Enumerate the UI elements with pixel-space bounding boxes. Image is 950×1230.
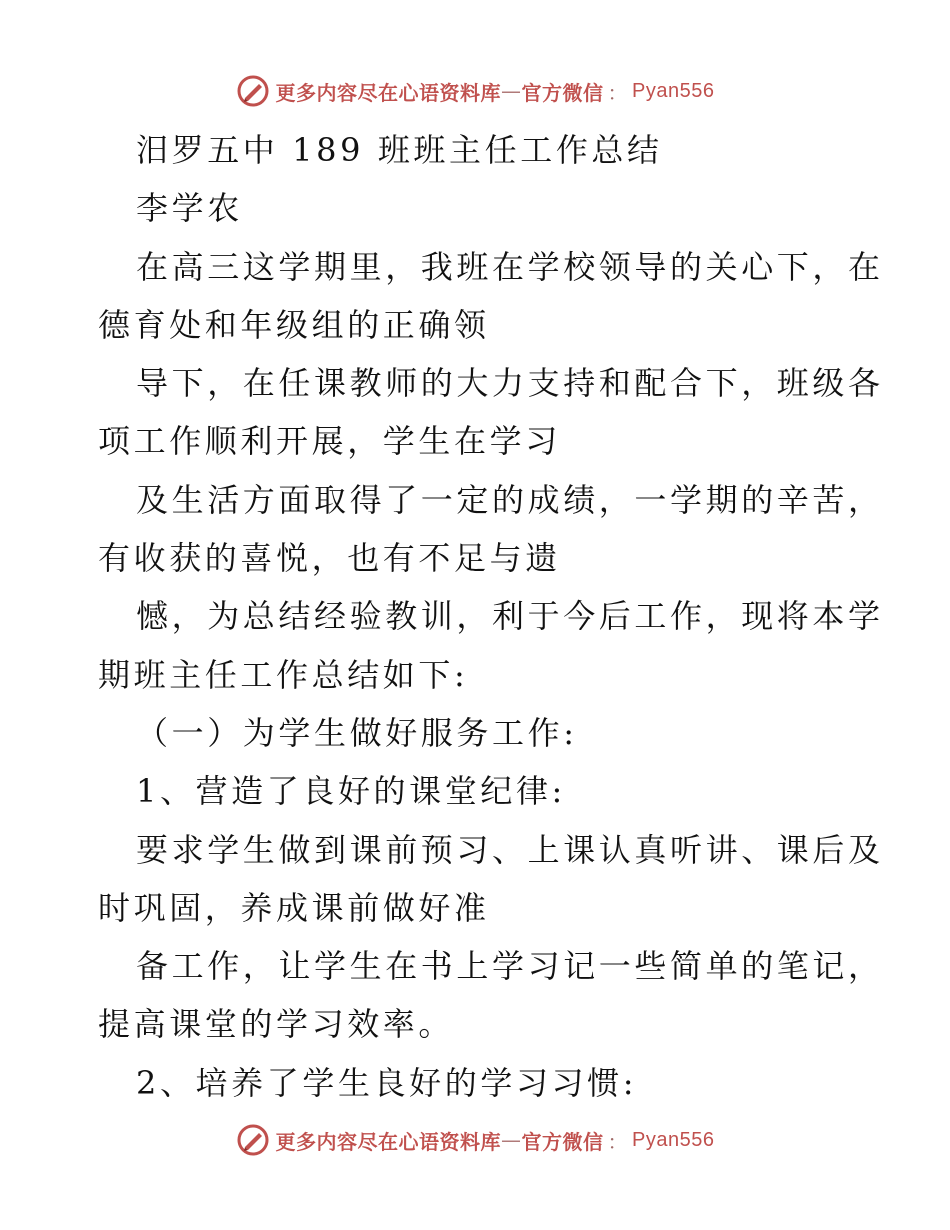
banner-separator: — bbox=[501, 1128, 522, 1152]
text-line: 提高课堂的学习效率。 bbox=[98, 1005, 455, 1044]
text-line: 有收获的喜悦，也有不足与遗 bbox=[98, 539, 561, 578]
text-line: 时巩固，养成课前做好准 bbox=[98, 888, 490, 927]
pen-logo-icon bbox=[236, 1123, 270, 1157]
banner-wechat-id: Pyan556 bbox=[632, 1128, 715, 1151]
text-line: 备工作，让学生在书上学习记一些简单的笔记， bbox=[136, 947, 884, 986]
subsection-heading: 1、营造了良好的课堂纪律: bbox=[136, 772, 566, 811]
banner-official-label: 官方微信 bbox=[521, 80, 604, 105]
text-line: 及生活方面取得了一定的成绩，一学期的辛苦， bbox=[136, 480, 884, 519]
banner-wechat-id: Pyan556 bbox=[632, 79, 715, 102]
text-line: 在高三这学期里，我班在学校领导的关心下，在 bbox=[136, 247, 884, 286]
banner-separator: — bbox=[501, 79, 522, 103]
text-line: 憾，为总结经验教训，利于今后工作，现将本学 bbox=[136, 597, 884, 636]
banner-main-text: 更多内容尽在心语资料库 bbox=[275, 1129, 502, 1154]
document-title-line: 汨罗五中 189 班班主任工作总结 bbox=[136, 131, 663, 169]
text-line: 要求学生做到课前预习、上课认真听讲、课后及 bbox=[136, 830, 884, 869]
banner-main-text: 更多内容尽在心语资料库 bbox=[275, 80, 502, 105]
document-body bbox=[98, 121, 884, 1112]
text-line: 期班主任工作总结如下: bbox=[98, 655, 469, 694]
banner-text bbox=[276, 77, 715, 106]
text-line: 导下，在任课教师的大力支持和配合下，班级各 bbox=[136, 364, 884, 403]
text-line: 项工作顺利开展，学生在学习 bbox=[98, 422, 561, 461]
banner-colon: ： bbox=[607, 1129, 629, 1154]
author-line: 李学农 bbox=[136, 189, 243, 228]
section-heading: （一）为学生做好服务工作: bbox=[136, 713, 578, 752]
banner-official-label: 官方微信 bbox=[521, 1129, 604, 1154]
footer-banner bbox=[0, 1118, 950, 1162]
pen-logo-icon bbox=[236, 74, 270, 108]
subsection-heading: 2、培养了学生良好的学习习惯: bbox=[136, 1063, 638, 1102]
header-banner bbox=[0, 69, 950, 113]
banner-text bbox=[276, 1126, 715, 1155]
text-line: 德育处和年级组的正确领 bbox=[98, 305, 490, 344]
banner-colon: ： bbox=[607, 80, 629, 105]
